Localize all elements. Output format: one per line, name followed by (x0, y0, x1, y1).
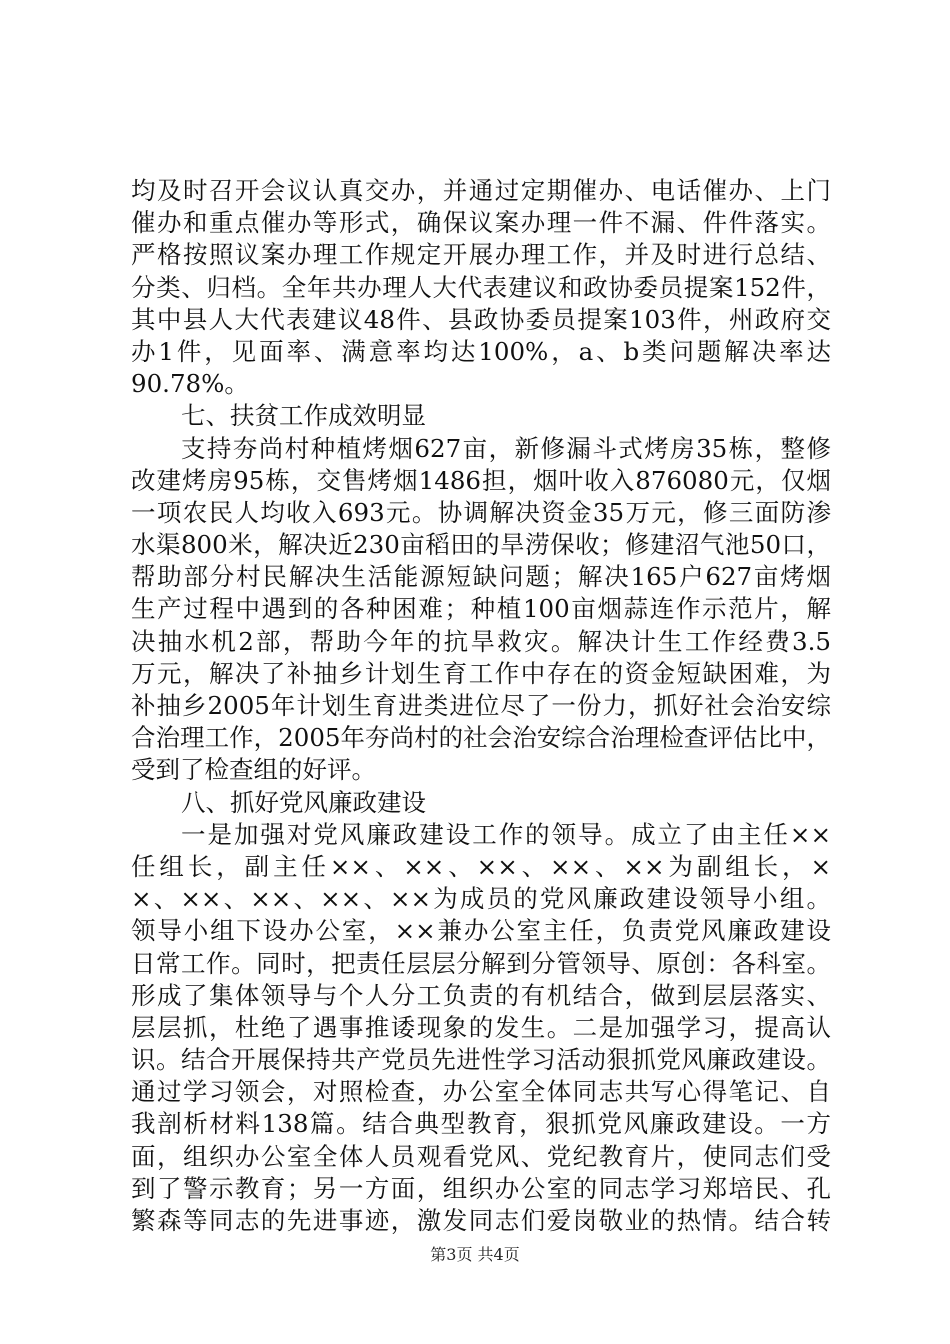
text-line: 万元，解决了补抽乡计划生育工作中存在的资金短缺困难，为 (131, 658, 831, 688)
text-line: 支持夯尚村种植烤烟627亩，新修漏斗式烤房35栋，整修 (181, 433, 831, 463)
text-line: 分类、归档。全年共办理人大代表建议和政协委员提案152件， (131, 272, 831, 302)
text-line: 形成了集体领导与个人分工负责的有机结合，做到层层落实、 (131, 980, 831, 1010)
text-line: 识。结合开展保持共产党员先进性学习活动狠抓党风廉政建设。 (131, 1045, 831, 1075)
text-line: 面，组织办公室全体人员观看党风、党纪教育片，使同志们受 (131, 1141, 831, 1171)
text-line: 补抽乡2005年计划生育进类进位尽了一份力，抓好社会治安综 (131, 691, 831, 720)
text-line: 改建烤房95栋，交售烤烟1486担，烟叶收入876080元，仅烟 (131, 465, 831, 495)
text-line: 任组长，副主任××、××、××、××、××为副组长，× (131, 851, 831, 881)
text-line: 一项农民人均收入693元。协调解决资金35万元，修三面防渗 (131, 497, 831, 527)
text-line: ×、××、××、××、××为成员的党风廉政建设领导小组。 (131, 884, 831, 914)
text-line: 决抽水机2部，帮助今年的抗旱救灾。解决计生工作经费3.5 (131, 626, 831, 656)
body-text (131, 175, 831, 1237)
text-line: 八、抓好党风廉政建设 (181, 787, 426, 817)
text-line: 生产过程中遇到的各种困难；种植100亩烟蒜连作示范片，解 (131, 594, 831, 624)
text-line: 90.78%。 (131, 369, 249, 399)
text-line: 到了警示教育；另一方面，组织办公室的同志学习郑培民、孔 (131, 1173, 831, 1203)
text-line: 层层抓，杜绝了遇事推诿现象的发生。二是加强学习，提高认 (131, 1012, 831, 1042)
page-footer: 第3页 共4页 (430, 1245, 520, 1264)
text-line: 我剖析材料138篇。结合典型教育，狠抓党风廉政建设。一方 (131, 1109, 831, 1139)
text-line: 其中县人大代表建议48件、县政协委员提案103件，州政府交 (131, 304, 831, 334)
text-line: 通过学习领会，对照检查，办公室全体同志共写心得笔记、自 (131, 1077, 831, 1107)
text-line: 水渠800米，解决近230亩稻田的旱涝保收；修建沼气池50口， (131, 530, 831, 560)
text-line: 日常工作。同时，把责任层层分解到分管领导、原创：各科室。 (131, 948, 831, 978)
text-line: 帮助部分村民解决生活能源短缺问题；解决165户627亩烤烟 (131, 562, 831, 592)
text-line: 均及时召开会议认真交办，并通过定期催办、电话催办、上门 (131, 176, 831, 205)
text-line: 繁森等同志的先进事迹，激发同志们爱岗敬业的热情。结合转 (131, 1206, 831, 1235)
text-line: 严格按照议案办理工作规定开展办理工作，并及时进行总结、 (131, 240, 831, 270)
text-line: 受到了检查组的好评。 (131, 755, 376, 785)
text-line: 催办和重点催办等形式，确保议案办理一件不漏、件件落实。 (131, 208, 831, 238)
text-line: 领导小组下设办公室，××兼办公室主任，负责党风廉政建设 (131, 916, 831, 946)
text-line: 合治理工作，2005年夯尚村的社会治安综合治理检查评估比中， (131, 723, 831, 753)
text-line: 一是加强对党风廉政建设工作的领导。成立了由主任×× (181, 819, 831, 849)
text-line: 七、扶贫工作成效明显 (181, 401, 426, 431)
text-line: 办1件，见面率、满意率均达100%，a、b类问题解决率达 (131, 336, 831, 366)
